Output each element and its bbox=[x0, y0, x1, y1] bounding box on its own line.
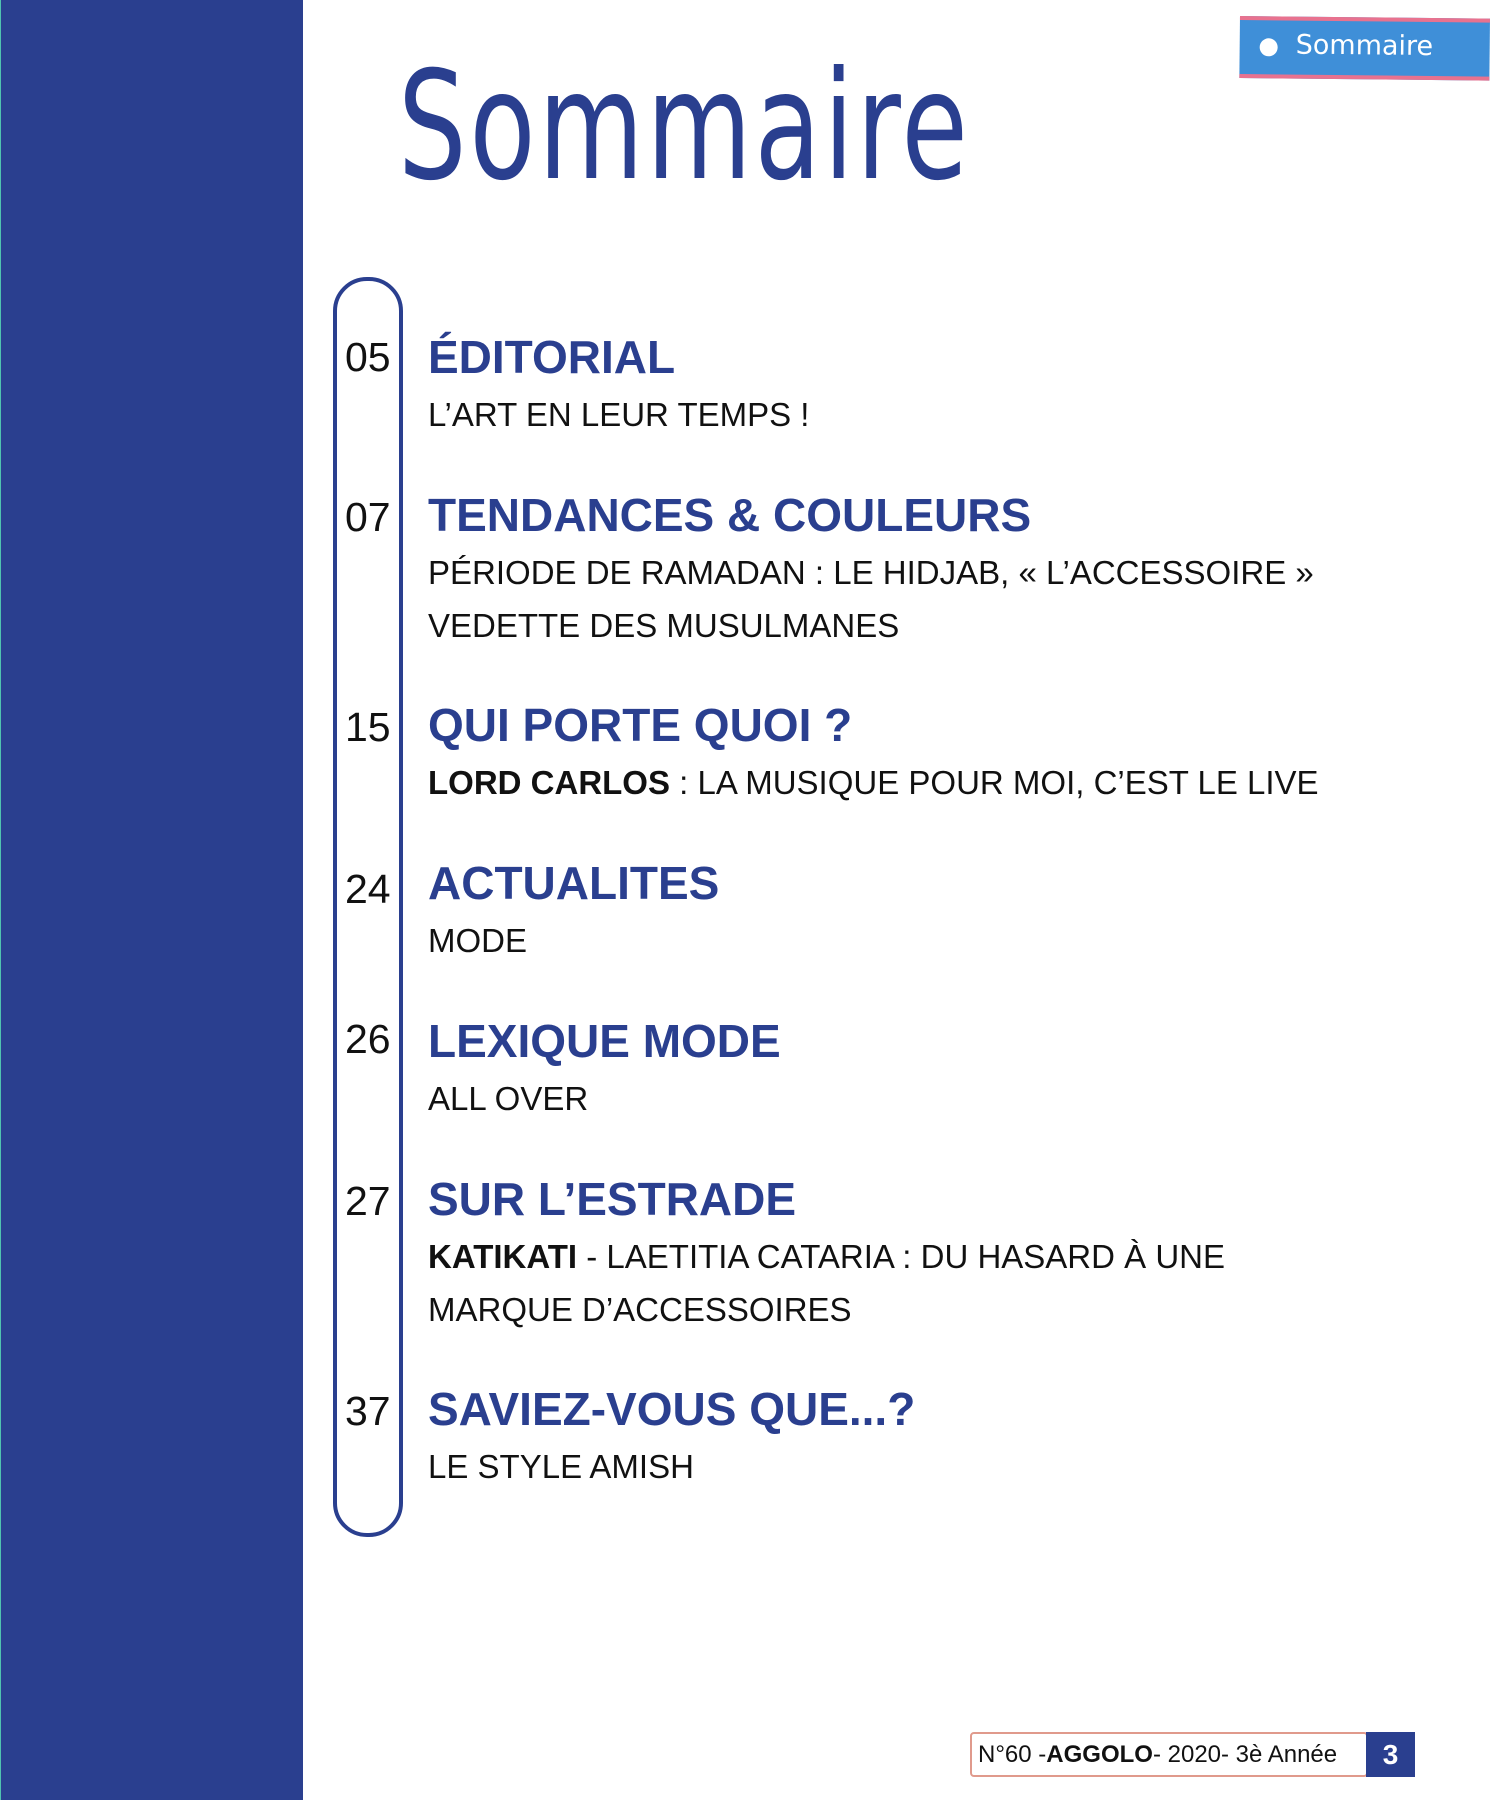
entry-subtitle-bold: LORD CARLOS bbox=[428, 764, 670, 801]
entry-page-number: 07 bbox=[345, 494, 391, 540]
entry-title: SUR L’ESTRADE bbox=[428, 1173, 797, 1225]
entry-title: QUI PORTE QUOI ? bbox=[428, 699, 853, 751]
entry-page-number: 15 bbox=[345, 704, 391, 750]
footer-issue: N°60 - bbox=[978, 1740, 1047, 1768]
footer-magazine-name: AGGOLO bbox=[1046, 1740, 1153, 1768]
entry-subtitle-continued: VEDETTE DES MUSULMANES bbox=[428, 607, 900, 644]
entry-subtitle bbox=[428, 1072, 588, 1125]
entry-subtitle-continued: MARQUE D’ACCESSOIRES bbox=[428, 1291, 852, 1328]
section-tab bbox=[1239, 16, 1490, 81]
left-color-band bbox=[0, 0, 303, 1800]
entry-title: TENDANCES & COULEURS bbox=[428, 489, 1032, 541]
entry-subtitle-text: : LA MUSIQUE POUR MOI, C’EST LE LIVE bbox=[670, 764, 1319, 801]
entry-title: SAVIEZ-VOUS QUE...? bbox=[428, 1383, 916, 1435]
entry-page-number: 37 bbox=[345, 1388, 391, 1434]
entry-subtitle bbox=[428, 546, 1314, 599]
entry-subtitle-bold: KATIKATI bbox=[428, 1238, 578, 1275]
footer-year: - 2020- 3è Année bbox=[1152, 1740, 1338, 1768]
entry-subtitle-text: LE STYLE AMISH bbox=[428, 1448, 694, 1485]
entry-subtitle-text: ALL OVER bbox=[428, 1080, 589, 1117]
entry-subtitle bbox=[428, 388, 809, 441]
entry-subtitle-text: - LAETITIA CATARIA : DU HASARD À UNE bbox=[577, 1238, 1225, 1275]
bullet-dot-icon bbox=[1260, 38, 1278, 56]
entry-subtitle bbox=[428, 1440, 694, 1493]
entry-page-number: 26 bbox=[345, 1016, 391, 1062]
entry-title: LEXIQUE MODE bbox=[428, 1015, 781, 1067]
entry-page-number: 27 bbox=[345, 1178, 391, 1224]
entry-title: ACTUALITES bbox=[428, 857, 720, 909]
entry-subtitle bbox=[428, 914, 527, 967]
page-title: Sommaire bbox=[398, 40, 971, 214]
entry-subtitle-text: PÉRIODE DE RAMADAN : LE HIDJAB, « L’ACCESSOIRE » bbox=[428, 554, 1314, 591]
entry-page-number: 05 bbox=[345, 334, 391, 380]
footer-issue-info bbox=[970, 1732, 1368, 1777]
entry-title: ÉDITORIAL bbox=[428, 331, 676, 383]
footer-page-number: 3 bbox=[1366, 1732, 1415, 1777]
entry-subtitle-text: L’ART EN LEUR TEMPS ! bbox=[428, 396, 810, 433]
entry-subtitle-text: MODE bbox=[428, 922, 527, 959]
entry-subtitle bbox=[428, 756, 1319, 809]
entry-page-number: 24 bbox=[345, 866, 391, 912]
section-tab-label: Sommaire bbox=[1295, 29, 1434, 63]
entry-subtitle bbox=[428, 1230, 1225, 1283]
